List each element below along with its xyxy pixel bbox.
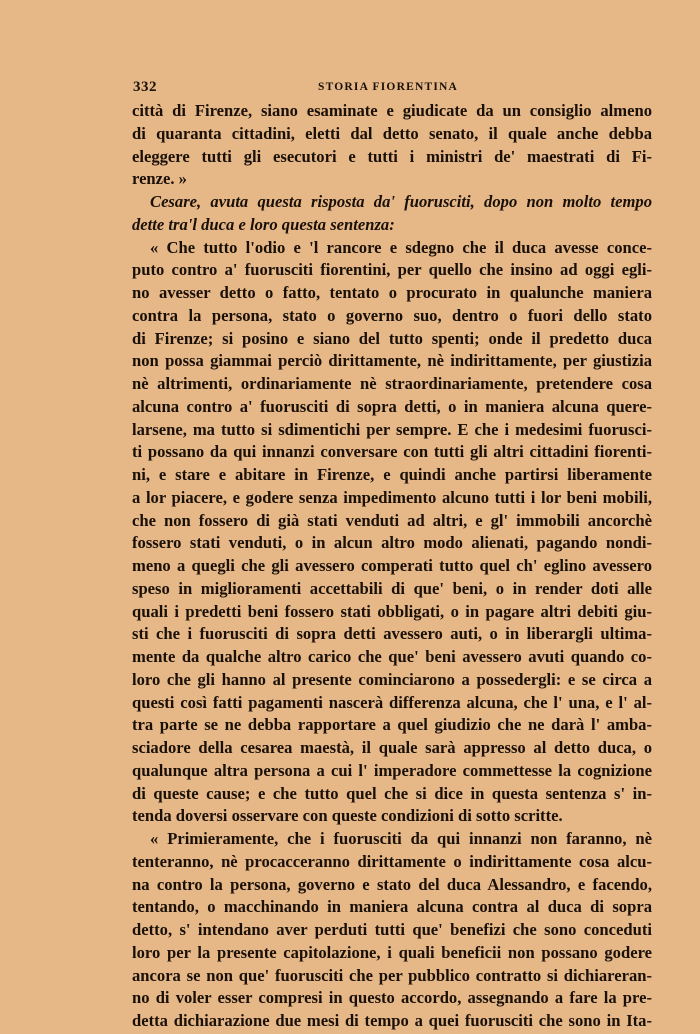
text-line: fossero stati venduti, o in alcun altro modo alienati, pagando nondi-	[132, 533, 652, 553]
text-line: puto contro a' fuorusciti fiorentini, per quello che insino ad oggi egli-	[132, 260, 652, 280]
text-line: no avesser detto o fatto, tentato o procurato in qualunche maniera	[132, 283, 652, 302]
text-line: ni, e stare e abitare in Firenze, e quindi anche partirsi liberamente	[132, 465, 652, 484]
text-line: a lor piacere, e godere senza impedimento alcuno tutti i lor beni mobili,	[132, 487, 652, 507]
text-line: loro che gli hanno al presente cominciarono a possedergli: e se circa a	[132, 669, 652, 689]
text-line: alcuna contro a' fuorusciti di sopra detti, o in maniera alcuna quere-	[132, 396, 652, 416]
text-line: na contro la persona, governo e stato del duca Alessandro, e facendo,	[132, 874, 652, 894]
text-line: renze. »	[132, 169, 187, 189]
text-line: non possa giammai perciò dirittamente, nè indirittamente, per giustizia	[132, 351, 652, 371]
text-line: tentando, o macchinando in maniera alcuna contra al duca di sopra	[132, 897, 652, 917]
text-line: ti possano da qui innanzi conversare con tutti gli altri cittadini fiorenti-	[132, 442, 652, 462]
text-body	[132, 100, 652, 1033]
running-head	[0, 79, 700, 101]
text-line: tenteranno, nè procacceranno dirittamente o indirittamente cosa alcu-	[132, 851, 652, 871]
text-line: « Primieramente, che i fuorusciti da qui innanzi non faranno, nè	[150, 829, 652, 848]
text-line: quali i predetti beni fossero stati obbligati, o in pagare altri debiti giu-	[132, 601, 652, 621]
page-number: 332	[133, 79, 157, 95]
text-line: che non fossero di già stati venduti ad altri, e gl' immobili ancorchè	[132, 510, 652, 530]
text-line: tenda doversi osservare con queste condizioni di sotto scritte.	[132, 806, 563, 826]
text-line: contra la persona, stato o governo suo, dentro o fuori dello stato	[132, 305, 652, 325]
text-line: sciadore della cesarea maestà, il quale sarà appresso al detto duca, o	[132, 738, 652, 757]
text-line: detto, s' intendano aver perduti tutti que' benefizi che sono conceduti	[132, 920, 652, 939]
text-line: Cesare, avuta questa risposta da' fuorusciti, dopo non molto tempo	[150, 192, 652, 211]
text-line: no di voler esser compresi in questo accordo, assegnando a fare la pre-	[132, 988, 652, 1008]
text-line: sti che i fuorusciti di sopra detti avessero auti, o in liberargli ultima-	[132, 624, 652, 644]
text-line: città di Firenze, siano esaminate e giudicate da un consiglio almeno	[132, 101, 652, 120]
text-line: di Firenze; si posino e siano del tutto spenti; onde il predetto duca	[132, 328, 652, 348]
text-line: di queste cause; e che tutto quel che si dice in questa sentenza s' in-	[132, 783, 652, 803]
text-line: « Che tutto l'odio e 'l rancore e sdegno che il duca avesse conce-	[150, 237, 652, 257]
text-line: dette tra'l duca e loro questa sentenza:	[132, 214, 395, 234]
text-line: meno a quegli che gli avessero comperati tutto quel ch' eglino avessero	[132, 556, 652, 575]
text-line: nè altrimenti, ordinariamente nè straordinariamente, pretendere cosa	[132, 374, 652, 393]
text-line: detta dichiarazione due mesi di tempo a quei fuorusciti che sono in Ita-	[132, 1011, 652, 1030]
text-line: mente da qualche altro carico che que' beni avessero avuti quando co-	[132, 647, 652, 666]
running-title: STORIA FIORENTINA	[318, 81, 459, 93]
text-line: speso in miglioramenti accettabili di que' beni, o in render doti alle	[132, 578, 652, 598]
text-line: questi così fatti pagamenti nascerà differenza alcuna, che l' una, e l' al-	[132, 692, 652, 712]
text-line: qualunque altra persona a cui l' imperadore commettesse la cognizione	[132, 760, 652, 780]
text-line: di quaranta cittadini, eletti dal detto senato, il quale anche debba	[132, 123, 652, 143]
text-line: loro per la presente capitolazione, i quali beneficii non possano godere	[132, 942, 652, 962]
text-line: eleggere tutti gli esecutori e tutti i ministri de' maestrati di Fi-	[132, 146, 652, 166]
text-line: tra parte se ne debba rapportare a quel giudizio che ne darà l' amba-	[132, 715, 652, 735]
text-line: ancora se non que' fuorusciti che per pubblico contratto si dichiareran-	[132, 965, 652, 985]
text-line: larsene, ma tutto si sdimentichi per sempre. E che i medesimi fuorusci-	[132, 419, 652, 439]
